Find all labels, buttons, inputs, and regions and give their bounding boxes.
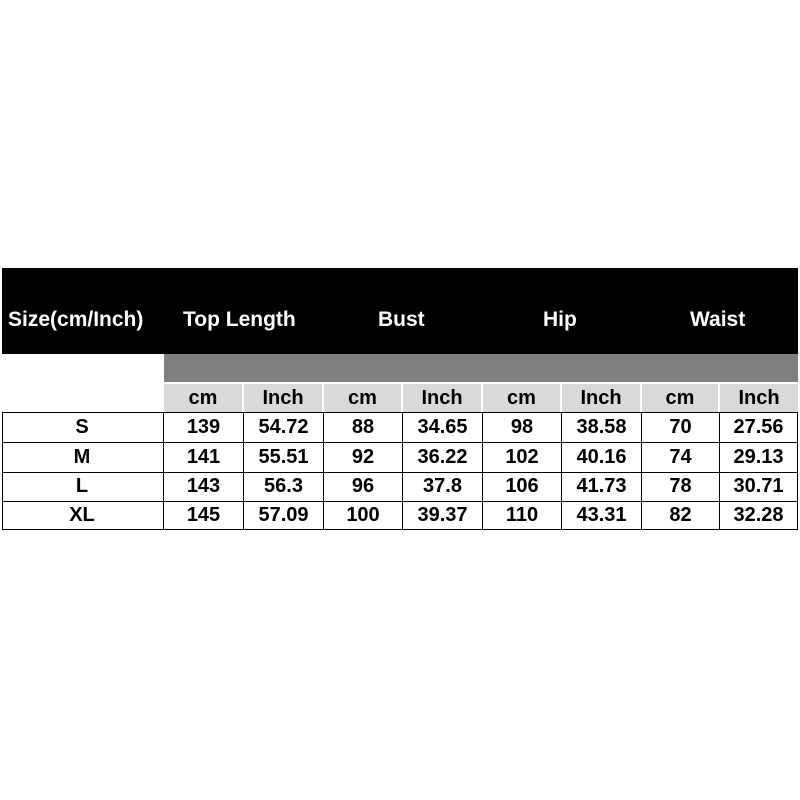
value-cell: 110 <box>505 504 539 526</box>
value-cell: 30.71 <box>733 475 784 497</box>
value-cell: 143 <box>186 475 221 497</box>
value-cell: 36.22 <box>417 446 468 468</box>
hip-header: Hip <box>543 308 577 331</box>
gray-separator-band <box>164 354 798 382</box>
value-cell: 88 <box>351 416 375 438</box>
value-cell: 102 <box>505 446 539 468</box>
value-cell: 74 <box>669 446 692 468</box>
value-cell: 82 <box>669 504 692 526</box>
value-cell: 55.51 <box>258 446 309 468</box>
value-cell: 141 <box>186 446 221 468</box>
size-chart-table <box>2 268 798 532</box>
value-cell: 40.16 <box>576 446 627 468</box>
bust-header: Bust <box>378 308 425 331</box>
value-cell: 145 <box>186 504 221 526</box>
unit-cell: Inch <box>562 384 642 412</box>
value-cell: 37.8 <box>423 475 462 497</box>
waist-header: Waist <box>690 308 746 331</box>
value-cell: 39.37 <box>417 504 468 526</box>
value-cell: 27.56 <box>733 416 784 438</box>
unit-cell: Inch <box>720 384 798 412</box>
table-row <box>2 501 798 530</box>
value-cell: 78 <box>669 475 692 497</box>
size-column-header: Size(cm/Inch) <box>8 308 144 331</box>
unit-cell: cm <box>483 384 562 412</box>
blank-label-cell <box>2 354 162 382</box>
value-cell: 41.73 <box>576 475 627 497</box>
value-cell: 43.31 <box>576 504 627 526</box>
value-cell: 34.65 <box>417 416 468 438</box>
value-cell: 38.58 <box>576 416 627 438</box>
size-cell: XL <box>69 504 95 526</box>
value-cell: 106 <box>505 475 539 497</box>
size-chart-header <box>2 268 798 354</box>
table-row <box>2 472 798 502</box>
value-cell: 32.28 <box>733 504 784 526</box>
value-cell: 70 <box>669 416 692 438</box>
value-cell: 139 <box>186 416 221 438</box>
size-cell: S <box>75 416 89 438</box>
value-cell: 57.09 <box>258 504 309 526</box>
value-cell: 54.72 <box>258 416 309 438</box>
unit-cell: cm <box>324 384 403 412</box>
value-cell: 100 <box>346 504 380 526</box>
top-length-header: Top Length <box>183 308 296 331</box>
value-cell: 92 <box>351 446 375 468</box>
size-cell: L <box>75 475 89 497</box>
table-row <box>2 443 798 473</box>
value-cell: 98 <box>510 416 534 438</box>
unit-cell: Inch <box>403 384 483 412</box>
unit-row <box>164 384 798 412</box>
value-cell: 96 <box>351 475 375 497</box>
table-row <box>2 413 798 443</box>
size-cell: M <box>73 446 91 468</box>
unit-cell: cm <box>642 384 720 412</box>
unit-cell: cm <box>164 384 244 412</box>
value-cell: 29.13 <box>733 446 784 468</box>
value-cell: 56.3 <box>264 475 303 497</box>
unit-cell: Inch <box>244 384 324 412</box>
